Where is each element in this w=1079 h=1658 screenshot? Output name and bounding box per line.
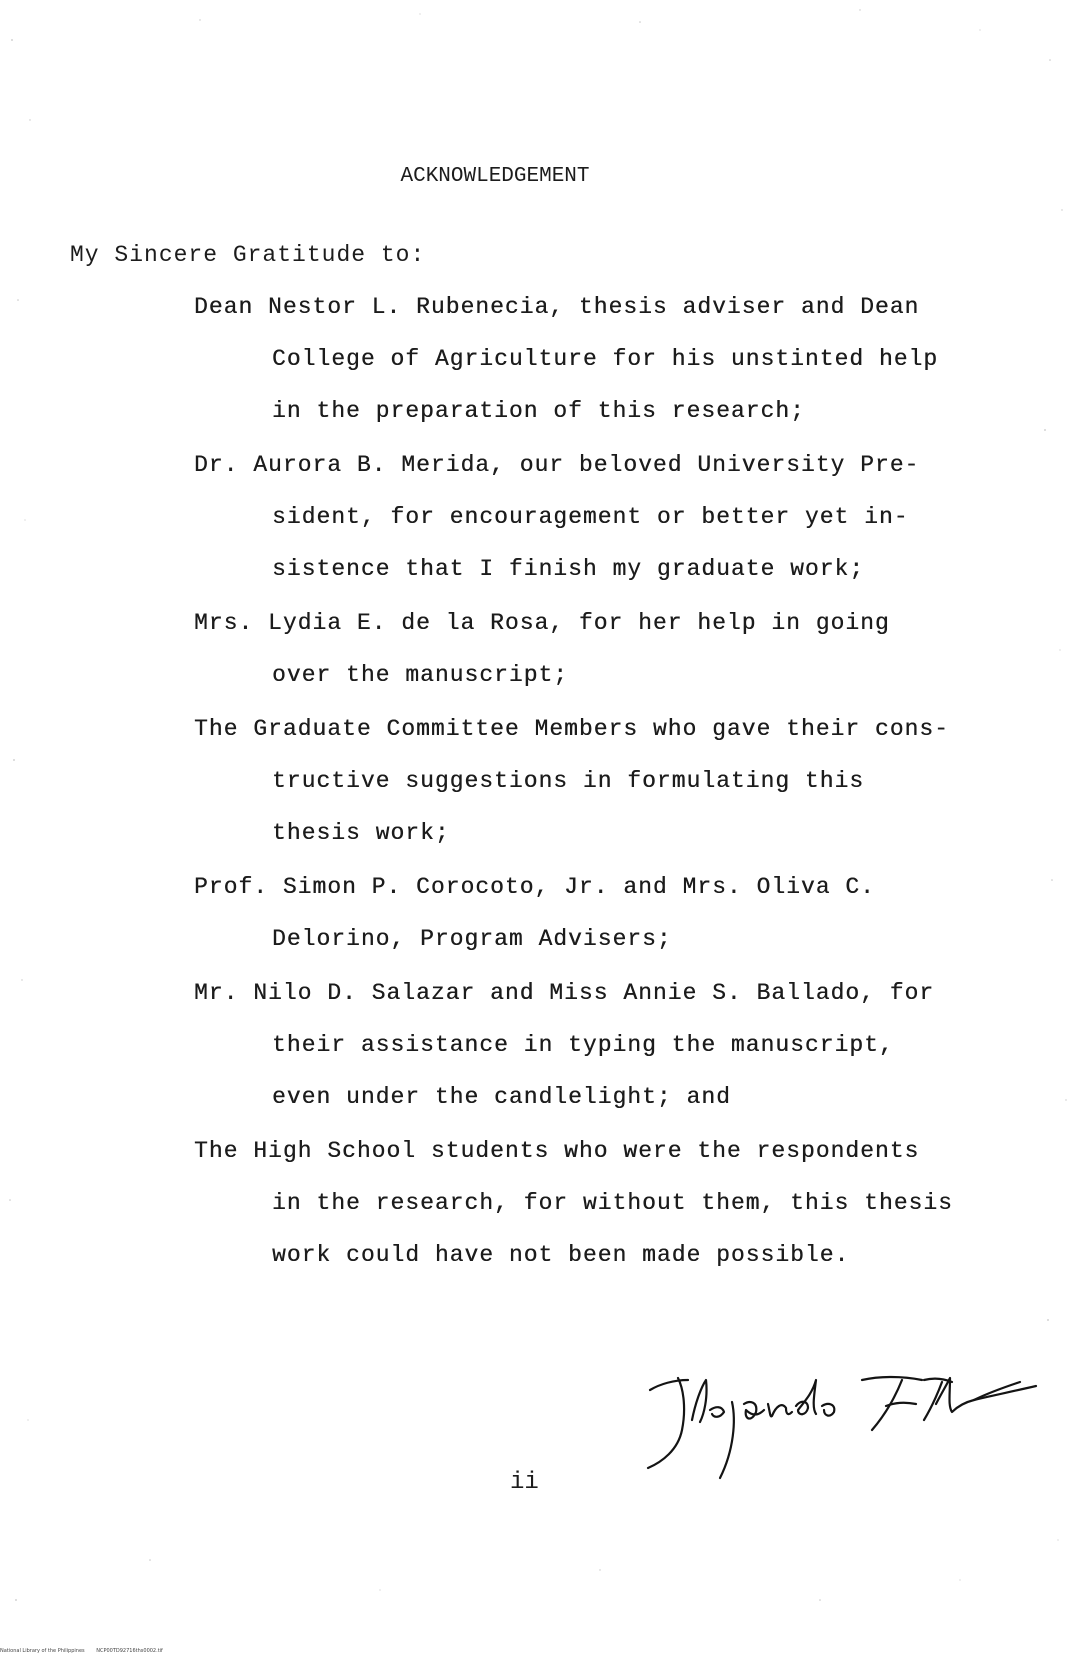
page-number: ii [510,1469,539,1496]
scan-footer [0,1648,173,1654]
entry-line: their assistance in typing the manuscript, [272,1032,894,1058]
entry-line: College of Agriculture for his unstinted help [272,346,939,372]
entry-line: in the preparation of this research; [272,398,805,424]
entry-line: The Graduate Committee Members who gave their cons- [194,716,949,742]
entry-line: over the manuscript; [272,662,569,688]
entry-line: The High School students who were the respondents [194,1138,920,1164]
entry-line: Prof. Simon P. Corocoto, Jr. and Mrs. Oliva C. [194,874,875,900]
entry-line: Dean Nestor L. Rubenecia, thesis adviser and Dean [194,294,920,320]
entry-line: sistence that I finish my graduate work; [272,556,865,582]
entry-line: Mr. Nilo D. Salazar and Miss Annie S. Ballado, for [194,980,935,1006]
footer-file-code: NCP00TD92716ths0002.tif [96,1648,163,1654]
entry-line: Mrs. Lydia E. de la Rosa, for her help in going [194,610,890,636]
intro-line: My Sincere Gratitude to: [70,242,426,268]
entry-line: Delorino, Program Advisers; [272,926,672,952]
footer-library: National Library of the Philippines [0,1648,85,1654]
entry-line: even under the candlelight; and [272,1084,731,1110]
handwritten-signature [640,1350,1060,1500]
entry-line: thesis work; [272,820,450,846]
document-heading: ACKNOWLEDGEMENT [400,165,590,188]
entry-line: in the research, for without them, this thesis [272,1190,953,1216]
entry-line: Dr. Aurora B. Merida, our beloved University Pre- [194,452,920,478]
entry-line: sident, for encouragement or better yet in- [272,504,909,530]
entry-line: work could have not been made possible. [272,1242,850,1268]
entry-line: tructive suggestions in formulating this [272,768,865,794]
